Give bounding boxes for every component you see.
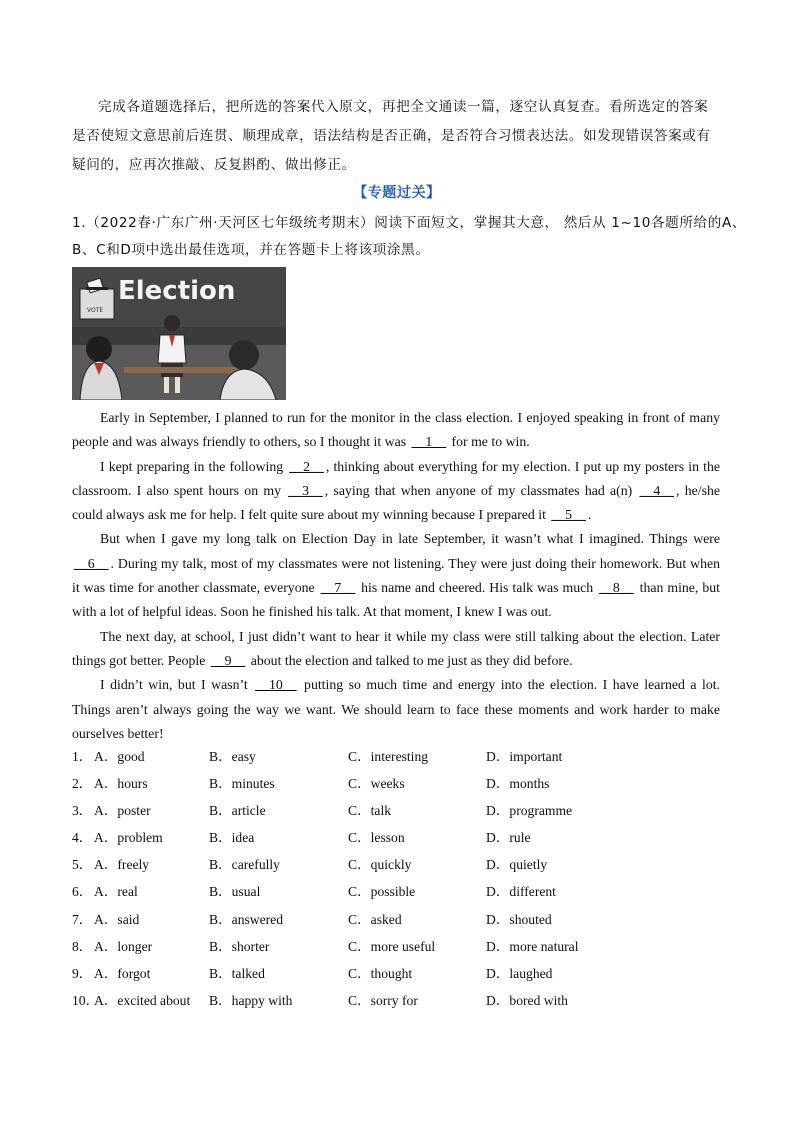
option-c[interactable]: C．asked [348,911,402,927]
ballot-label: VOTE [87,307,104,314]
option-b[interactable]: B．article [209,803,266,819]
option-c[interactable]: C．talk [348,803,392,819]
option-a[interactable]: A．poster [94,803,151,819]
option-b[interactable]: B．happy with [209,992,293,1008]
blank-5: __5__ [551,507,586,523]
option-b[interactable]: B．minutes [209,776,275,792]
option-c[interactable]: C．weeks [348,776,405,792]
blank-9: __9__ [210,652,246,668]
blank-4: __4__ [639,482,675,498]
option-b[interactable]: B．shorter [209,938,270,954]
option-c[interactable]: C．interesting [348,749,429,764]
question-header-text: 1.（2022春·广东广州·天河区七年级统考期末）阅读下面短文，掌握其大意， 然后从 1~10各题所给的A、B、C和D项中选出最佳选项，并在答题卡上将该项涂黑。 [72,215,747,258]
option-row [72,853,722,880]
option-row [72,989,722,1016]
option-d[interactable]: D．shouted [486,911,552,927]
option-row [72,772,722,799]
option-c[interactable]: C．lesson [348,830,405,846]
option-d[interactable]: D．important [486,749,563,764]
question-number: 4． [72,830,93,846]
option-c[interactable]: C．thought [348,965,413,981]
passage-paragraph-3: But when I gave my long talk on Election Day in late September, it wasn’t what I imagined. Things were __6__ . During my talk, most of my classmates were not listening. They were just doing their homework. But when it was time for another classmate, everyone __7__ his name and cheered. His talk was much __8__ than mine, but with a lot of helpful ideas. Soon he finished his talk. At that moment, I knew I was out. [72,531,720,620]
option-a[interactable]: A．real [94,884,138,900]
question-number: 2． [72,776,93,792]
option-b[interactable]: B．idea [209,830,255,846]
passage-paragraph-5: I didn’t win, but I wasn’t __10__ putting so much time and energy into the election. I have learned a lot. Things aren’t always going the way we want. We should learn to face these moments and work harder to make ourselves better! [72,677,721,741]
question-number: 10． [72,992,100,1008]
question-number: 7． [72,911,93,927]
blank-2: __2__ [289,458,324,474]
option-d[interactable]: D．quietly [486,857,548,873]
option-d[interactable]: D．programme [486,803,573,819]
option-b[interactable]: B．usual [209,884,261,900]
passage-paragraph-4: The next day, at school, I just didn’t want to hear it while my class were still talking about the election. Later things got better. People __9__ about the election and talked to me just as they did before. [72,628,720,668]
question-number: 6． [72,884,93,900]
answer-options [72,745,722,1016]
option-d[interactable]: D．bored with [486,992,568,1008]
election-image [72,267,286,400]
intro-text: 完成各道题选择后，把所选的答案代入原文，再把全文通读一篇，逐空认真复查。看所选定的答案是否使短文意思前后连贯、顺理成章，语法结构是否正确，是否符合习惯表达法。如发现错误答案或有疑问的，应再次推敲、反复斟酌、做出修正。 [72,99,711,173]
option-d[interactable]: D．laughed [486,965,553,981]
question-number: 1． [72,749,93,764]
option-c[interactable]: C．quickly [348,857,412,873]
question-number: 8． [72,938,93,954]
option-a[interactable]: A．problem [94,830,163,846]
option-row [72,826,722,853]
blank-10: __10__ [255,677,297,693]
passage-paragraph-2: I kept preparing in the following __2__ , thinking about everything for my election. I put up my posters in the classroom. I also spent hours on my __3__ , saying that when anyone of my classmates had a(n) __4__ , he/she could always ask me for help. I felt quite sure about my winning because I prepared it __5__ . [72,458,721,523]
option-d[interactable]: D．different [486,884,556,900]
section-heading: 【专题过关】 [353,185,441,201]
option-a[interactable]: A．hours [94,776,148,792]
question-header [72,210,762,264]
question-number: 5． [72,857,93,873]
election-illustration [72,267,286,400]
option-a[interactable]: A．excited about [94,992,191,1008]
option-d[interactable]: D．more natural [486,938,579,954]
option-row [72,880,722,907]
option-a[interactable]: A．forgot [94,965,151,981]
blank-3: __3__ [288,482,323,498]
option-b[interactable]: B．talked [209,965,265,981]
option-row [72,799,722,826]
option-b[interactable]: B．answered [209,911,283,927]
question-number: 9． [72,965,93,981]
option-c[interactable]: C．sorry for [348,992,418,1008]
option-b[interactable]: B．easy [209,749,256,764]
blank-7: __7__ [320,580,356,596]
option-row [72,745,722,772]
option-a[interactable]: A．good [94,749,145,764]
option-a[interactable]: A．freely [94,857,150,873]
option-row [72,962,722,989]
option-c[interactable]: C．more useful [348,938,436,954]
passage [72,406,720,746]
option-row [72,908,722,935]
question-number: 3． [72,803,93,819]
option-a[interactable]: A．said [94,911,140,927]
option-c[interactable]: C．possible [348,884,416,900]
option-row [72,935,722,962]
blank-1: __1__ [411,434,447,450]
option-d[interactable]: D．rule [486,830,531,846]
option-b[interactable]: B．carefully [209,857,280,873]
image-title: Election [118,276,236,306]
passage-paragraph-1: Early in September, I planned to run for the monitor in the class election. I enjoyed speaking in front of many people and was always friendly to others, so I thought it was __1__ for me to win. [72,410,720,450]
blank-6: __6__ [74,555,109,571]
intro-paragraph [72,93,722,180]
option-d[interactable]: D．months [486,776,550,792]
option-a[interactable]: A．longer [94,938,153,954]
blank-8: __8__ [599,580,634,596]
